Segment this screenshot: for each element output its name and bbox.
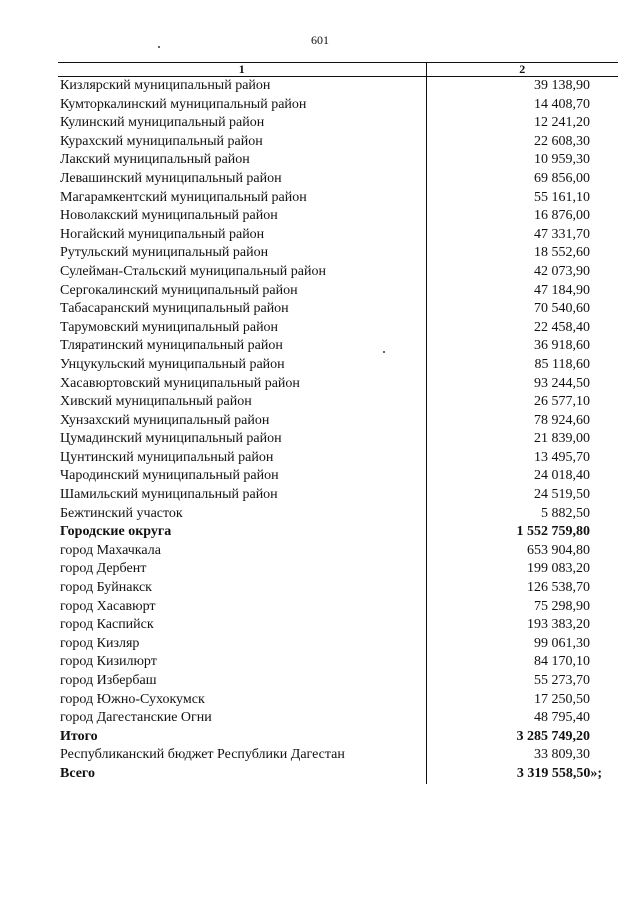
- scan-speck: [158, 46, 160, 48]
- row-value: 10 959,30: [534, 152, 590, 168]
- table-row: [58, 746, 618, 765]
- row-value: 22 458,40: [534, 319, 590, 335]
- row-value: 17 250,50: [534, 691, 590, 707]
- row-name: Кумторкалинский муниципальный район: [58, 96, 426, 115]
- table-row: [58, 393, 618, 412]
- table-row: [58, 282, 618, 301]
- row-value: 12 241,20: [534, 115, 590, 131]
- row-value: 48 795,40: [534, 710, 590, 726]
- row-name: Шамильский муниципальный район: [58, 486, 426, 505]
- row-name: Сергокалинский муниципальный район: [58, 282, 426, 301]
- row-name: Сулейман-Стальский муниципальный район: [58, 263, 426, 282]
- table-row: [58, 356, 618, 375]
- page-number: 601: [311, 33, 329, 47]
- row-name: Лакский муниципальный район: [58, 151, 426, 170]
- row-name: город Буйнакск: [58, 579, 426, 598]
- table-body: [58, 77, 618, 784]
- row-value: 47 331,70: [534, 226, 590, 242]
- table-row: [58, 226, 618, 245]
- row-value: 24 519,50: [534, 487, 590, 503]
- row-value: 47 184,90: [534, 282, 590, 298]
- table-row: [58, 244, 618, 263]
- table-row: [58, 486, 618, 505]
- row-name: Всего: [58, 765, 426, 784]
- table-row: [58, 635, 618, 654]
- row-name: Республиканский бюджет Республики Дагестан: [58, 746, 426, 765]
- table-row: [58, 523, 618, 542]
- row-name: город Хасавюрт: [58, 598, 426, 617]
- row-value: 85 118,60: [534, 356, 590, 372]
- row-name: Цумадинский муниципальный район: [58, 430, 426, 449]
- table-row: [58, 189, 618, 208]
- row-name: Кизлярский муниципальный район: [58, 77, 426, 96]
- table-row: [58, 505, 618, 524]
- table-row: [58, 691, 618, 710]
- row-name: Рутульский муниципальный район: [58, 244, 426, 263]
- row-value: 193 383,20: [527, 617, 590, 633]
- row-value: 33 809,30: [534, 747, 590, 763]
- budget-distribution-table: [58, 62, 618, 784]
- row-name: город Избербаш: [58, 672, 426, 691]
- row-name: Табасаранский муниципальный район: [58, 300, 426, 319]
- table-row: [58, 616, 618, 635]
- table-row: [58, 263, 618, 282]
- table-row: [58, 765, 618, 784]
- row-name: город Дербент: [58, 560, 426, 579]
- row-value: 16 876,00: [534, 208, 590, 224]
- row-name: Цунтинский муниципальный район: [58, 449, 426, 468]
- table-row: [58, 560, 618, 579]
- row-value: 24 018,40: [534, 468, 590, 484]
- row-name: город Кизилюрт: [58, 653, 426, 672]
- row-value: 78 924,60: [534, 412, 590, 428]
- row-name: город Дагестанские Огни: [58, 709, 426, 728]
- row-value: 21 839,00: [534, 431, 590, 447]
- row-value: 99 061,30: [534, 635, 590, 651]
- row-value: 84 170,10: [534, 654, 590, 670]
- table-row: [58, 337, 618, 356]
- row-value: 1 552 759,80: [516, 524, 590, 540]
- row-value: 55 161,10: [534, 189, 590, 205]
- row-name: Хунзахский муниципальный район: [58, 412, 426, 431]
- row-name: Чародинский муниципальный район: [58, 467, 426, 486]
- table-row: [58, 114, 618, 133]
- row-name: Ногайский муниципальный район: [58, 226, 426, 245]
- table-header-row: [58, 63, 618, 77]
- row-name: город Кизляр: [58, 635, 426, 654]
- row-value: 18 552,60: [534, 245, 590, 261]
- row-value: 26 577,10: [534, 394, 590, 410]
- column-header-1: 1: [58, 63, 426, 77]
- row-name: город Махачкала: [58, 542, 426, 561]
- table-row: [58, 375, 618, 394]
- column-header-2: 2: [426, 63, 618, 77]
- table-row: [58, 300, 618, 319]
- row-name: Тарумовский муниципальный район: [58, 319, 426, 338]
- table-row: [58, 151, 618, 170]
- row-name: Тляратинский муниципальный район: [58, 337, 426, 356]
- row-name: Новолакский муниципальный район: [58, 207, 426, 226]
- table-row: [58, 412, 618, 431]
- table-row: [58, 133, 618, 152]
- table-row: [58, 598, 618, 617]
- table-row: [58, 467, 618, 486]
- table-row: [58, 653, 618, 672]
- row-name: Хивский муниципальный район: [58, 393, 426, 412]
- table-row: [58, 579, 618, 598]
- table-row: [58, 709, 618, 728]
- row-value: 42 073,90: [534, 263, 590, 279]
- data-table: [58, 62, 618, 784]
- row-value: 3 285 749,20: [516, 728, 590, 744]
- table-row: [58, 542, 618, 561]
- row-value: 69 856,00: [534, 170, 590, 186]
- row-value: 55 273,70: [534, 673, 590, 688]
- row-value: 5 882,50: [541, 505, 590, 521]
- row-value: 199 083,20: [527, 561, 590, 577]
- table-row: [58, 449, 618, 468]
- row-value: 126 538,70: [527, 580, 590, 596]
- row-name: Унцукульский муниципальный район: [58, 356, 426, 375]
- table-row: [58, 728, 618, 747]
- table-row: [58, 96, 618, 115]
- row-value: 36 918,60: [534, 338, 590, 354]
- row-name: Итого: [58, 728, 426, 747]
- table-row: [58, 77, 618, 96]
- table-row: [58, 672, 618, 691]
- row-value: 70 540,60: [534, 301, 590, 317]
- table-row: [58, 430, 618, 449]
- row-name: город Каспийск: [58, 616, 426, 635]
- row-value: 22 608,30: [534, 133, 590, 149]
- row-name: Кулинский муниципальный район: [58, 114, 426, 133]
- row-value: 93 244,50: [534, 375, 590, 391]
- row-name: Бежтинский участок: [58, 505, 426, 524]
- table-row: [58, 319, 618, 338]
- table-row: [58, 207, 618, 226]
- row-name: Левашинский муниципальный район: [58, 170, 426, 189]
- row-name: Магарамкентский муниципальный район: [58, 189, 426, 208]
- row-name: Хасавюртовский муниципальный район: [58, 375, 426, 394]
- table-row: [58, 170, 618, 189]
- row-value: 39 138,90: [534, 78, 590, 93]
- row-value: 3 319 558,50»;: [516, 765, 602, 781]
- row-value: 75 298,90: [534, 598, 590, 614]
- row-name: город Южно-Сухокумск: [58, 691, 426, 710]
- row-name: Городские округа: [58, 523, 426, 542]
- row-value: 13 495,70: [534, 449, 590, 465]
- row-name: Курахский муниципальный район: [58, 133, 426, 152]
- row-value: 14 408,70: [534, 96, 590, 112]
- row-value: 653 904,80: [527, 542, 590, 558]
